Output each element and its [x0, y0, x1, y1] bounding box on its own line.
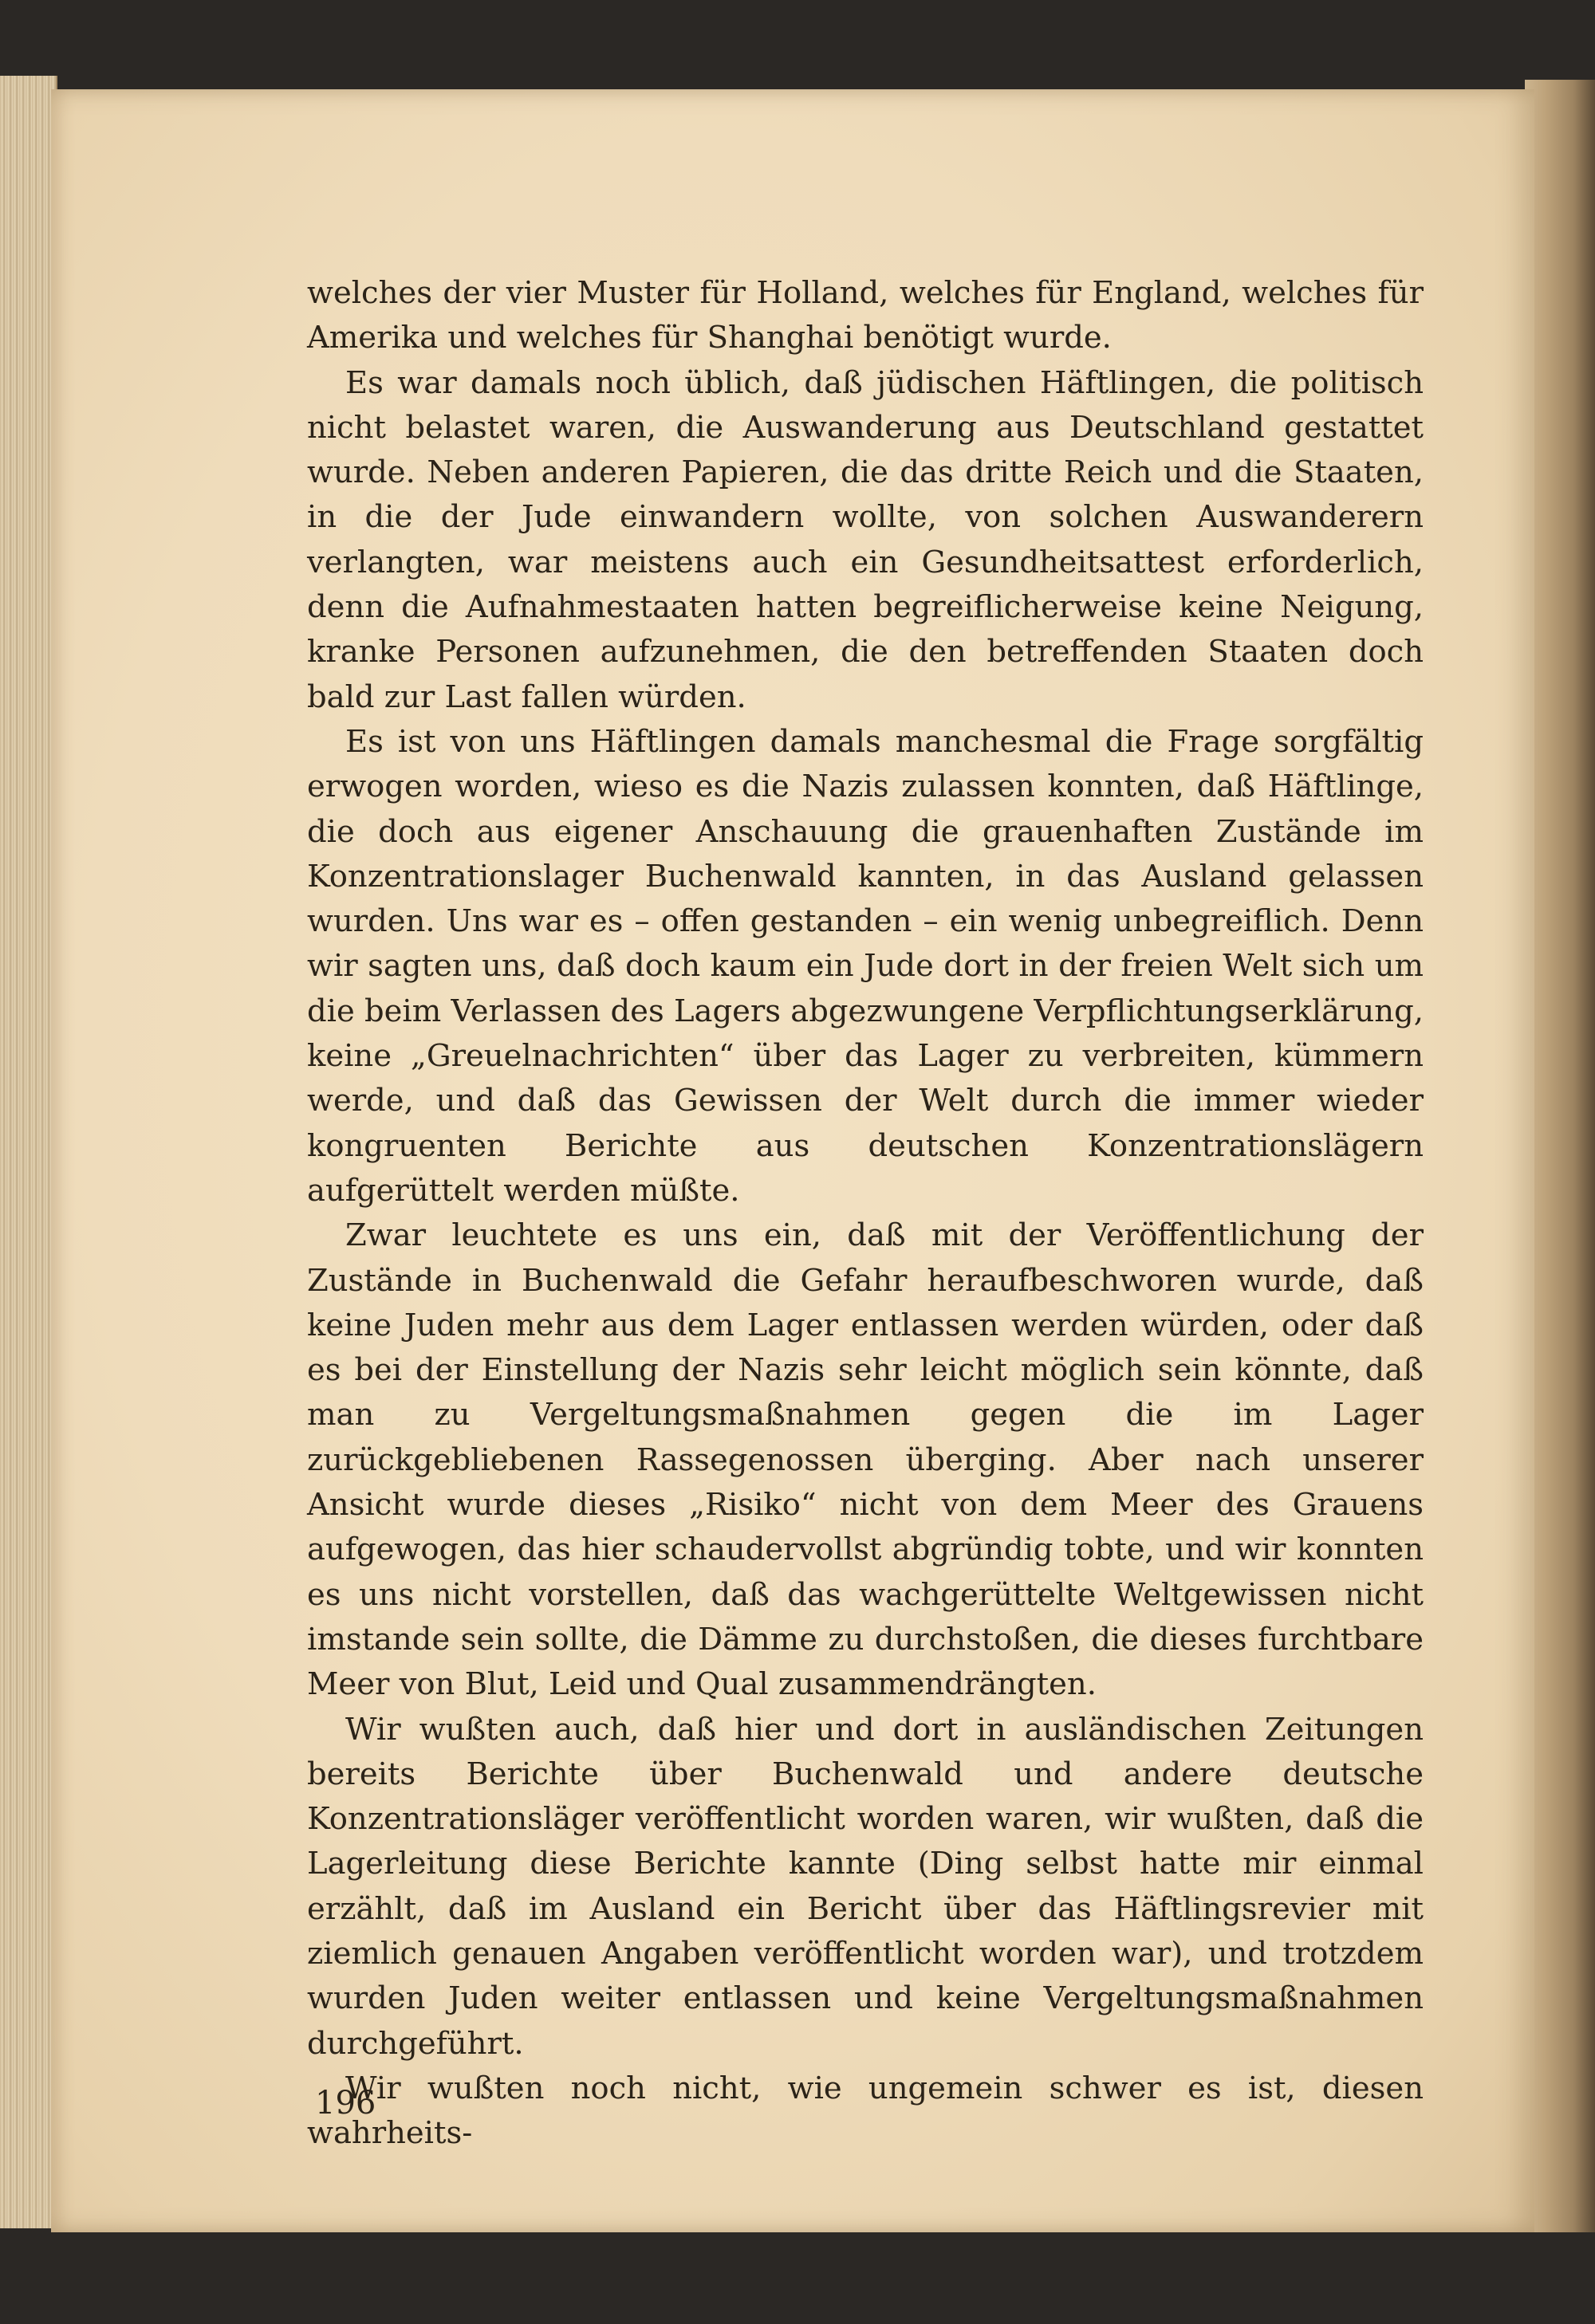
paragraph-1: welches der vier Muster für Holland, welches für England, welches für Amerika und welches für Shanghai benötigt wurde. [307, 275, 1424, 356]
body-text [307, 271, 1424, 2156]
paragraph-4: Zwar leuchtete es uns ein, daß mit der Veröffentlichung der Zustände in Buchenwald die Gefahr heraufbeschworen wurde, daß keine Juden mehr aus dem Lager entlassen werden würden, oder daß es bei der Einstellung der Nazis sehr leicht möglich sein könnte, daß man zu Vergeltungsmaßnahmen gegen die im Lager zurückgebliebenen Rassegenossen überging. Aber nach unserer Ansicht wurde dieses „Risiko“ nicht von dem Meer des Grauens aufgewogen, das hier schaudervollst abgründig tobte, und wir konnten es uns nicht vorstellen, daß das wachgerüttelte Weltgewissen nicht imstande sein sollte, die Dämme zu durchstoßen, die dieses furchtbare Meer von Blut, Leid und Qual zusammendrängten. [307, 1217, 1424, 1703]
scan-background-top [0, 0, 1595, 80]
page-number: 196 [315, 2085, 376, 2121]
scan-background-bottom [0, 2232, 1595, 2324]
paragraph-3: Es ist von uns Häftlingen damals manchesmal die Frage sorgfältig erwogen worden, wieso es die Nazis zulassen konnten, daß Häftlinge, die doch aus eigener Anschauung die grauenhaften Zustände im Konzentrationslager Buchenwald kannten, in das Ausland gelassen wurden. Uns war es – offen gestanden – ein wenig unbegreiflich. Denn wir sagten uns, daß doch kaum ein Jude dort in der freien Welt sich um die beim Verlassen des Lagers abgezwungene Verpflichtungserklärung, keine „Greuelnachrichten“ über das Lager zu verbreiten, kümmern werde, und daß das Gewissen der Welt durch die immer wieder kongruenten Berichte aus deutschen Konzentrationslägern aufgerüttelt werden müßte. [307, 723, 1424, 1209]
book-cover-edge [1525, 80, 1595, 2248]
paragraph-2: Es war damals noch üblich, daß jüdischen Häftlingen, die politisch nicht belastet waren, die Auswanderung aus Deutschland gestattet wurde. Neben anderen Papieren, die das dritte Reich und die Staaten, in die der Jude einwandern wollte, von solchen Auswanderern verlangten, war meistens auch ein Gesundheitsattest erforderlich, denn die Aufnahmestaaten hatten begreiflicherweise keine Neigung, kranke Personen aufzunehmen, die den betreffenden Staaten doch bald zur Last fallen würden. [307, 364, 1424, 715]
paragraph-5: Wir wußten auch, daß hier und dort in ausländischen Zeitungen bereits Berichte über Buchenwald und andere deutsche Konzentrationsläger veröffentlicht worden waren, wir wußten, daß die Lagerleitung diese Berichte kannte (Ding selbst hatte mir einmal erzählt, daß im Ausland ein Bericht über das Häftlingsrevier mit ziemlich genauen Angaben veröffentlicht worden war), und trotzdem wurden Juden weiter entlassen und keine Vergeltungsmaßnahmen durchgeführt. [307, 1711, 1424, 2062]
paragraph-6: Wir wußten noch nicht, wie ungemein schwer es ist, diesen wahrheits- [307, 2070, 1424, 2152]
page-stack-edge [0, 76, 57, 2228]
